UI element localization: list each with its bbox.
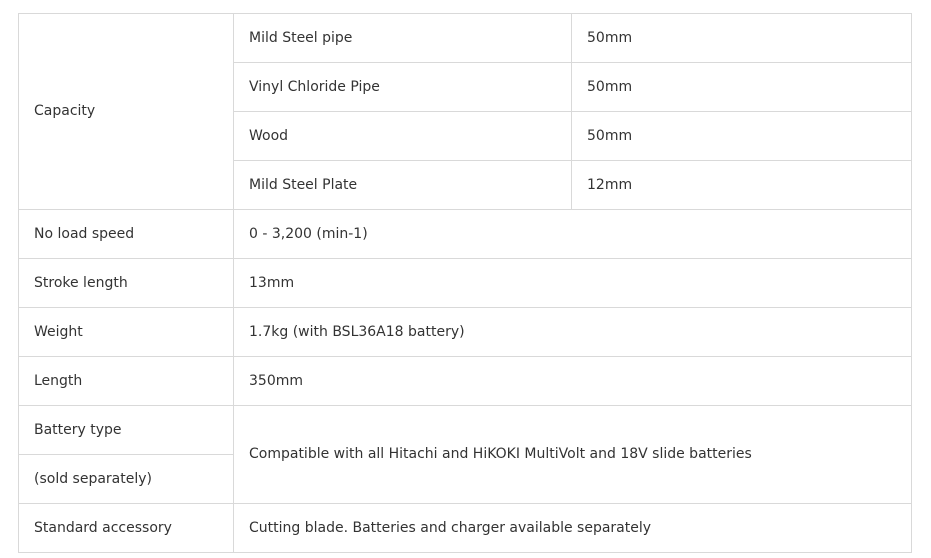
no-load-speed-label: No load speed bbox=[19, 210, 234, 259]
standard-accessory-value: Cutting blade. Batteries and charger available separately bbox=[234, 504, 912, 553]
table-row bbox=[19, 259, 912, 308]
table-row bbox=[19, 14, 912, 63]
table-row bbox=[19, 308, 912, 357]
weight-value: 1.7kg (with BSL36A18 battery) bbox=[234, 308, 912, 357]
capacity-value: 12mm bbox=[572, 161, 912, 210]
standard-accessory-label: Standard accessory bbox=[19, 504, 234, 553]
capacity-material: Vinyl Chloride Pipe bbox=[234, 63, 572, 112]
spec-table bbox=[18, 13, 912, 553]
battery-type-value: Compatible with all Hitachi and HiKOKI MultiVolt and 18V slide batteries bbox=[234, 406, 912, 504]
capacity-material: Mild Steel Plate bbox=[234, 161, 572, 210]
length-value: 350mm bbox=[234, 357, 912, 406]
no-load-speed-value: 0 - 3,200 (min-1) bbox=[234, 210, 912, 259]
capacity-material: Wood bbox=[234, 112, 572, 161]
stroke-length-value: 13mm bbox=[234, 259, 912, 308]
capacity-material: Mild Steel pipe bbox=[234, 14, 572, 63]
battery-type-label: Battery type bbox=[19, 406, 234, 455]
battery-type-sublabel: (sold separately) bbox=[19, 455, 234, 504]
stroke-length-label: Stroke length bbox=[19, 259, 234, 308]
table-row bbox=[19, 210, 912, 259]
table-row bbox=[19, 504, 912, 553]
table-row bbox=[19, 406, 912, 455]
capacity-value: 50mm bbox=[572, 63, 912, 112]
weight-label: Weight bbox=[19, 308, 234, 357]
capacity-label: Capacity bbox=[19, 14, 234, 210]
length-label: Length bbox=[19, 357, 234, 406]
table-row bbox=[19, 357, 912, 406]
capacity-value: 50mm bbox=[572, 112, 912, 161]
capacity-value: 50mm bbox=[572, 14, 912, 63]
